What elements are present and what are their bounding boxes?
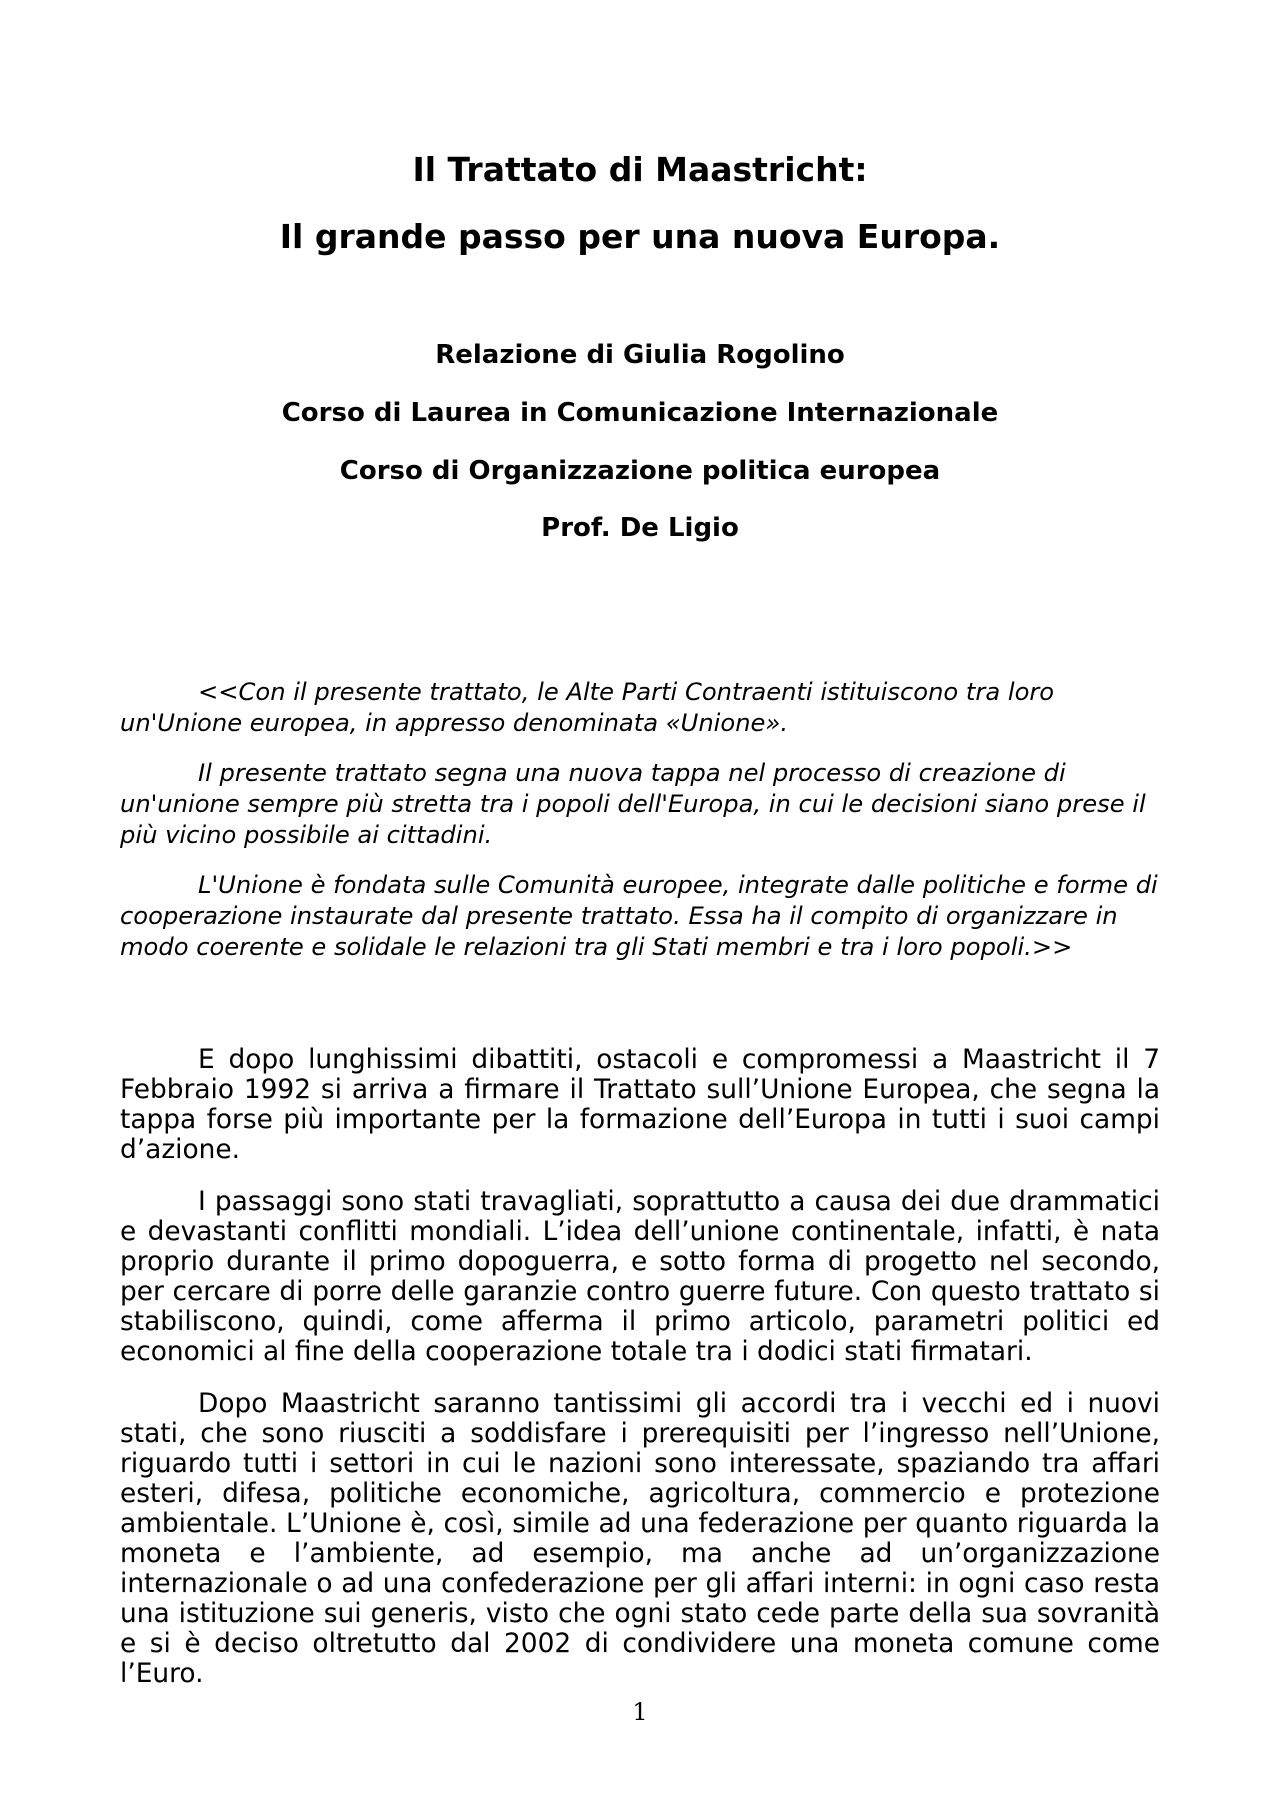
quote-paragraph: <<Con il presente trattato, le Alte Parti Contraenti istituiscono tra loro un'Unione europea, in appresso denominata «Unione». <box>120 678 1055 737</box>
professor-line: Prof. De Ligio <box>541 513 739 543</box>
quote-paragraph: L'Unione è fondata sulle Comunità europee, integrate dalle politiche e forme di cooperazione instaurate dal presente trattato. Essa ha il compito di organizzare in modo coerente e solidale le relazioni tra gli Stati membri e tra i loro popoli.>> <box>120 871 1158 961</box>
course-line: Corso di Organizzazione politica europea <box>339 456 941 486</box>
body-paragraph: Dopo Maastricht saranno tantissimi gli accordi tra i vecchi ed i nuovi stati, che sono riusciti a soddisfare i prerequisiti per l’ingresso nell’Unione, riguardo tutti i settori in cui le nazioni sono interessate, spaziando tra affari esteri, difesa, politiche economiche, agricoltura, commercio e protezione ambientale. L’Unione è, così, simile ad una federazione per quanto riguarda la moneta e l’ambiente, ad esempio, ma anche ad un’organizzazione internazionale o ad una confederazione per gli affari interni: in ogni caso resta una istituzione sui generis, visto che ogni stato cede parte della sua sovranità e si è deciso oltretutto dal 2002 di condividere una moneta comune come l’Euro. <box>120 1388 1160 1689</box>
body-text <box>120 1045 1160 1711</box>
treaty-quote <box>120 677 1160 982</box>
body-paragraph: I passaggi sono stati travagliati, soprattutto a causa dei due drammatici e devastanti conflitti mondiali. L’idea dell’unione continentale, infatti, è nata proprio durante il primo dopoguerra, e sotto forma di progetto nel secondo, per cercare di porre delle garanzie contro guerre future. Con questo trattato si stabiliscono, quindi, come afferma il primo articolo, parametri politici ed economici al fine della cooperazione totale tra i dodici stati firmatari. <box>120 1186 1160 1367</box>
author-line: Relazione di Giulia Rogolino <box>435 340 845 370</box>
page-number: 1 <box>632 1698 648 1726</box>
document-title-line-1: Il Trattato di Maastricht: <box>412 150 868 189</box>
document-title-line-2: Il grande passo per una nuova Europa. <box>279 217 1001 256</box>
degree-line: Corso di Laurea in Comunicazione Internazionale <box>281 398 999 428</box>
quote-paragraph: Il presente trattato segna una nuova tappa nel processo di creazione di un'unione sempre più stretta tra i popoli dell'Europa, in cui le decisioni siano prese il più vicino possibile ai cittadini. <box>120 759 1146 849</box>
body-paragraph: E dopo lunghissimi dibattiti, ostacoli e compromessi a Maastricht il 7 Febbraio 1992 si arriva a firmare il Trattato sull’Unione Europea, che segna la tappa forse più importante per la formazione dell’Europa in tutti i suoi campi d’azione. <box>120 1044 1160 1165</box>
